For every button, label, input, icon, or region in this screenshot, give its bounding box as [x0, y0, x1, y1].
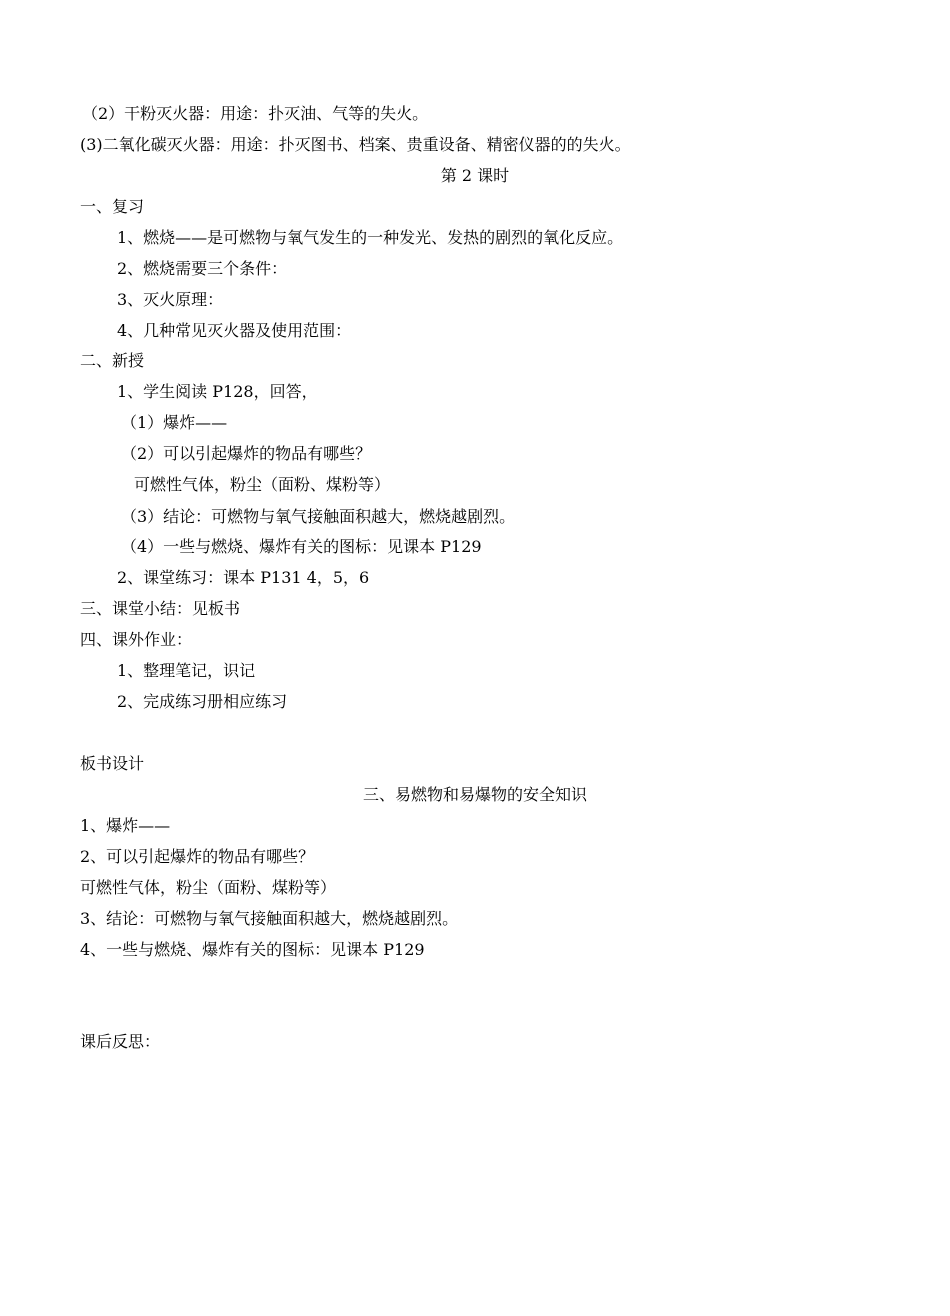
- extinguisher-co2-line: (3)二氧化碳灭火器：用途：扑灭图书、档案、贵重设备、精密仪器的的失火。: [80, 135, 631, 154]
- board-title: 三、易燃物和易爆物的安全知识: [362, 785, 587, 804]
- review-item: 3、灭火原理：: [117, 290, 224, 309]
- new-lesson-subitem: （3）结论：可燃物与氧气接触面积越大，燃烧越剧烈。: [121, 507, 516, 526]
- new-lesson-heading: 二、新授: [80, 351, 145, 370]
- board-line: 2、可以引起爆炸的物品有哪些？: [80, 847, 315, 866]
- homework-item: 2、完成练习册相应练习: [117, 692, 288, 711]
- review-item: 4、几种常见灭火器及使用范围：: [117, 321, 352, 340]
- homework-item: 1、整理笔记，识记: [117, 661, 256, 680]
- new-lesson-subitem: （1）爆炸——: [121, 413, 228, 432]
- new-lesson-item: 1、学生阅读 P128，回答，: [117, 382, 318, 401]
- lesson-title: 第 2 课时: [440, 166, 510, 185]
- review-heading: 一、复习: [80, 197, 145, 216]
- review-item: 1、燃烧——是可燃物与氧气发生的一种发光、发热的剧烈的氧化反应。: [117, 228, 624, 247]
- new-lesson-subitem: （2）可以引起爆炸的物品有哪些？: [121, 444, 372, 463]
- board-line: 1、爆炸——: [80, 816, 171, 835]
- new-lesson-subitem: （4）一些与燃烧、爆炸有关的图标：见课本 P129: [121, 537, 482, 556]
- extinguisher-dry-powder-line: （2）干粉灭火器：用途：扑灭油、气等的失火。: [82, 104, 429, 123]
- reflection-label: 课后反思：: [80, 1032, 161, 1051]
- new-lesson-item: 2、课堂练习：课本 P131 4，5，6: [117, 568, 370, 587]
- summary-heading: 三、课堂小结：见板书: [80, 599, 241, 618]
- homework-heading: 四、课外作业：: [80, 630, 193, 649]
- board-line: 3、结论：可燃物与氧气接触面积越大，燃烧越剧烈。: [80, 909, 459, 928]
- board-design-label: 板书设计: [80, 754, 145, 773]
- new-lesson-answer: 可燃性气体，粉尘（面粉、煤粉等）: [134, 475, 391, 494]
- board-line: 可燃性气体，粉尘（面粉、煤粉等）: [80, 878, 337, 897]
- board-line: 4、一些与燃烧、爆炸有关的图标：见课本 P129: [80, 940, 425, 959]
- review-item: 2、燃烧需要三个条件：: [117, 259, 288, 278]
